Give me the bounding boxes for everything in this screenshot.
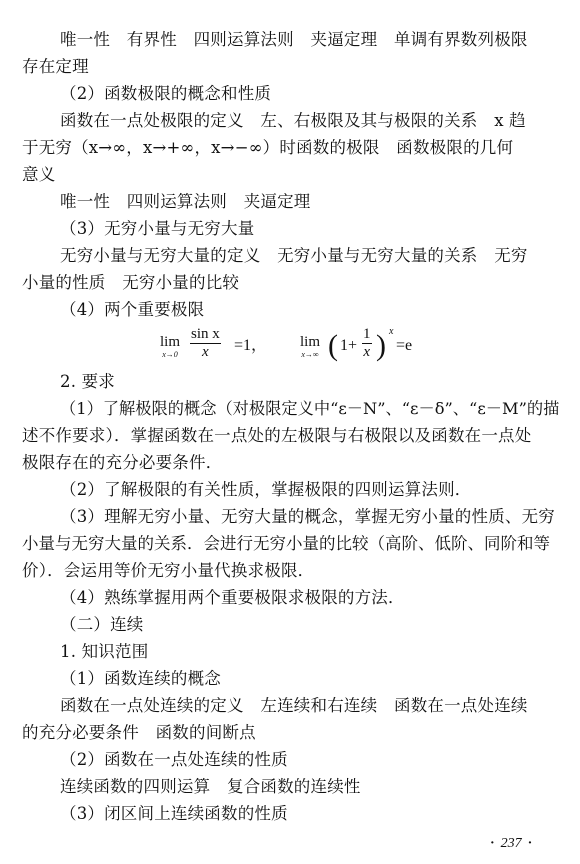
page-number: · 237 · [490, 836, 533, 851]
text-line-6: 意义 [22, 165, 56, 184]
exponent-x: x [389, 326, 394, 337]
fraction-sinx-over-x: $\frac{\text{sin x}}{x}$ [191, 326, 220, 360]
subsection-heading-continuity-concept: （1）函数连续的概念 [60, 669, 221, 688]
text-line-17: （3）理解无穷小量、无穷大量的概念，掌握无穷小量的性质、无穷 [60, 507, 555, 526]
text-line-20: （4）熟练掌握用两个重要极限求极限的方法． [60, 588, 405, 607]
lim-operator-1: lim x→0 [160, 334, 181, 359]
text-line-10: 小量的性质 无穷小量的比较 [22, 273, 240, 292]
text-line-18: 小量与无穷大量的关系．会进行无穷小量的比较（高阶、低阶、同阶和等 [22, 534, 550, 553]
bullet-right: · [527, 836, 533, 851]
fraction-one-over-x: $\frac{1}{x}$ [363, 326, 371, 360]
text-line-15: 极限存在的充分必要条件． [22, 453, 223, 472]
subsection-heading-closed-interval: （3）闭区间上连续函数的性质 [60, 804, 288, 823]
text-line-16: （2）了解极限的有关性质，掌握极限的四则运算法则． [60, 480, 472, 499]
text-line-5: 于无穷（x→∞，x→+∞，x→−∞）时函数的极限 函数极限的几何 [22, 138, 514, 157]
section-heading-continuity: （二）连续 [60, 615, 144, 634]
equals-one: =1， [234, 337, 268, 354]
important-limits-formula [160, 326, 460, 370]
text-line-9: 无穷小量与无穷大量的定义 无穷小量与无穷大量的关系 无穷 [60, 246, 528, 265]
text-line-24: 函数在一点处连续的定义 左连续和右连续 函数在一点处连续 [60, 696, 528, 715]
section-heading-requirements: 2. 要求 [60, 372, 115, 391]
equals-e: =e [396, 337, 413, 354]
lim-operator-2: lim x→∞ [300, 334, 321, 359]
text-line-27: 连续函数的四则运算 复合函数的连续性 [60, 777, 361, 796]
subsection-heading-infinitesimal: （3）无穷小量与无穷大量 [60, 219, 255, 238]
subsection-heading-important-limits: （4）两个重要极限 [60, 300, 205, 319]
text-line-19: 价）．会运用等价无穷小量代换求极限． [22, 561, 315, 580]
text-line-4: 函数在一点处极限的定义 左、右极限及其与极限的关系 x 趋 [60, 111, 526, 130]
text-line-7: 唯一性 四则运算法则 夹逼定理 [60, 192, 311, 211]
text-line-13: （1）了解极限的概念（对极限定义中“ε－N”、“ε－δ”、“ε－M”的描 [60, 399, 560, 418]
subsection-heading-function-limit: （2）函数极限的概念和性质 [60, 84, 272, 103]
subsection-heading-continuity-properties: （2）函数在一点处连续的性质 [60, 750, 288, 769]
text-line-2: 存在定理 [22, 57, 89, 76]
text-line-1: 唯一性 有界性 四则运算法则 夹逼定理 单调有界数列极限 [60, 30, 528, 49]
text-line-14: 述不作要求）．掌握函数在一点处的左极限与右极限以及函数在一点处 [22, 426, 532, 445]
one-plus: 1+ [340, 337, 358, 354]
text-line-25: 的充分必要条件 函数的间断点 [22, 723, 256, 742]
bullet-left: · [490, 836, 495, 851]
right-paren: ) [376, 329, 386, 362]
subsection-heading-knowledge-scope: 1. 知识范围 [60, 642, 149, 661]
left-paren: ( [328, 329, 338, 362]
